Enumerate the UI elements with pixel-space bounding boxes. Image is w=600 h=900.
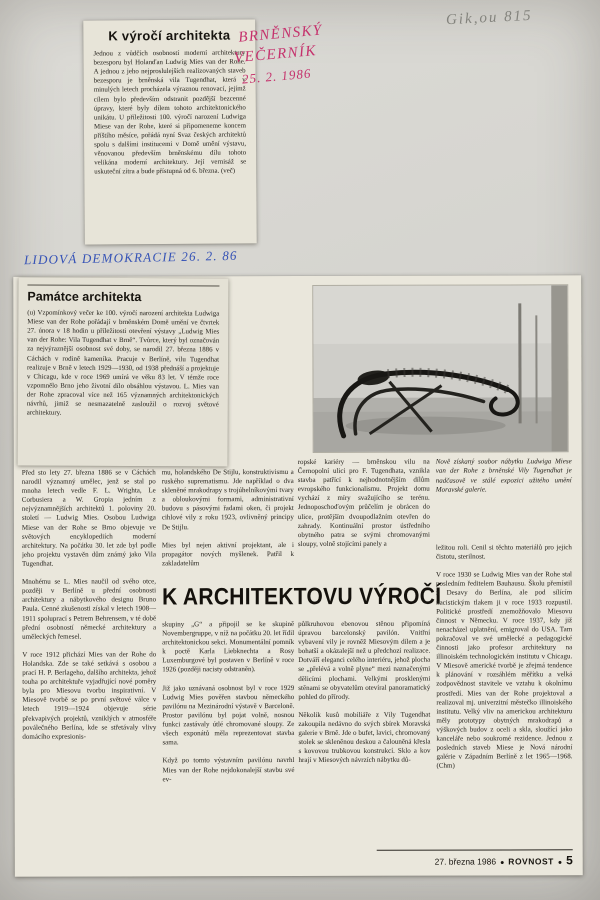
red-note-line2: VEČERNÍK	[233, 43, 318, 67]
clipping-anniversary	[83, 19, 257, 244]
article-column-1: Před sto lety 27. března 1886 se v Cáchách narodil významný umělec, jenž se stal po mnoha letech vedle F. L. Wrighta, Le Corbusiera a W. Gropia jedním z nejvýznamnějších architektů 1. poloviny 20. století — Ludwig Mies. Osobou Ludwiga Miese van der Rohe se Brno objevuje ve světových encyklopediích moderní architektury. Na počátku 30. let zde byl podle jeho projektu vystavěn dům známý jako Vila Tugendhat. Mnohému se L. Mies naučil od svého otce, později v Berlíně u přední osobnosti architektury a nábytkového designu Bruno Paula. Cenné zkušenosti získal v letech 1908—1911 spoluprací s Petrem Behrensem, v té době přední osobností německé architektury a uměleckých řemesel. V roce 1912 přichází Mies van der Rohe do Holandska. Zde se také setkává s osobou a prací H. P. Berlageho, dalšího architekta, jehož touha po architektuře vyjadřující nové poměry byla pro Miesovu tvorbu inspirativní. V Miesově tvorbě se po první světové válce v letech 1919—1924 objevuje série překvapivých projektů, vzniklých v atmosféře poválečného Berlína, kde se střetávaly vlivy domácího expresionis-	[21, 468, 157, 741]
chaise-photo-illustration	[313, 285, 567, 452]
footer-separator-icon: ●	[500, 859, 505, 867]
clipping-anniversary-body: Jednou z vůdčích osobností moderní architektury bezesporu byl Holanďan Ludwig Mies van der Rohe. A jednou z jeho nejproslulejších realizovaných staveb bezesporu je brněnská vila Tugendhat, která v minulých letech procházela výraznou renovací, jejímž cílem bylo především odstranit pozdější bezcenné úpravy, které byly dílem tohoto architektonického unikátu. U příležitosti 100. výročí narození Ludwiga Miese van der Rohe, které si připomeneme koncem příštího měsíce, pořádá nyní Svaz českých architektů spolu s dalšími institucemi v Domě umění výstavu, věnovanou především brněnskému dílu tohoto velikána moderní architektury. Její vernisáž se uskuteční zítra a bude přístupná od 6. března. (več)	[93, 49, 247, 176]
clipping-memorial	[18, 277, 229, 466]
article-column-2-bottom: skupiny „G“ a připojil se ke skupině Novembergruppe, v níž na počátku 20. let řídil architektonickou sekci. Monumentální pomník k poctě Karla Liebknechta a Rosy Luxemburgové byl postaven v Berlíně v roce 1926 (později nacisty odstraněn). Již jako uznávaná osobnost byl v roce 1929 Ludwig Mies pověřen stavbou německého pavilónu na Mezinárodní výstavě v Barceloně. Prostor pavilónu byl pojat volně, nosnou funkci zastávaly útlé chromované sloupy. Ze všech exponátů měla reprezentovat stavba sama. Když po tomto výstavním pavilónu navrhl Mies van der Rohe nejdokonalejší stavbu své ev-	[162, 620, 295, 783]
article-column-2-top: mu, holandského De Stijlu, konstruktivismu a ruského suprematismu. Jde například o dva skleněné mrakodrapy s trojúhelníkovými tvary a obloukovými formami, administrativní budovu s pásovými řadami oken, či projekt cihlové vily z roku 1923, ovlivněný principy De Stijlu. Mies byl nejen aktivní projektant, ale i propagátor nových myšlenek. Patřil k zakladatelům	[161, 468, 294, 568]
footer-paper-name: ROVNOST	[508, 856, 554, 867]
handwritten-archive-number: Gik,ou 815	[445, 7, 534, 29]
article-column-3-top: ropské kariéry — brněnskou vilu na Černopolní ulici pro F. Tugendhata, vznikla stavba patřící k nejhodnotnějším dílům evropského funkcionalismu. Projekt domu vychází z míry svažujícího se terénu. Jednoposchoďovým průčelím je obrácen do ulice, protějším dvoupodlažním otevřen do zahrady. Kontinuální prostor ústředního obytného patra se svými chromovanými sloupy, volně stojícími panely a	[297, 457, 430, 548]
footer-date: 27. března 1986	[434, 856, 497, 867]
clipping-memorial-body: (u) Vzpomínkový večer ke 100. výročí narození architekta Ludwiga Miese van der Rohe pořádají v brněnském Domě umění ve čtvrtek 27. února v 18 hodin u příležitosti otevření výstavy „Ludwig Mies van der Rohe: Vila Tugendhat v Brně“. Tvůrce, který byl označován za nejvýraznější osobnost své doby, se narodil 27. března 1886 v Cáchách v rodině kameníka. Pracuje v Berlíně, vilu Tugendhat realizuje v Brně v letech 1929—1930, od 1938 přednáší a projektuje v Chicagu, kde v roce 1969 umírá ve věku 83 let. V témže roce vzpomnělo Brno jeho životní dílo obsáhlou výstavou. L. Mies van der Rohe zpracoval více než 165 významných architektonických návrhů, jimiž se nesmazatelně zasloužil o rozvoj světové architektury.	[26, 309, 220, 417]
red-note-line1: BRNĚNSKÝ	[237, 22, 324, 46]
villa-tugendhat-chaise-photo	[313, 285, 567, 452]
article-column-4: ležitou roli. Cenil si těchto materiálů pro jejich čistotu, sterilnost. V roce 1930 se Ludwig Mies van der Rohe stal posledním ředitelem Bauhausu. Školu přemístil z Desavy do Berlína, ale pod sílícím nacistickým tlakem ji v roce 1933 rozpustil. Politické prostředí znemožňovalo Miesovu činnost v Německu. V roce 1937, kdy již nenacházel uplatnění, emigroval do USA. Tam pokračoval ve své umělecké a pedagogické činnosti jako profesor architektury na illinoiském technologickém institutu v Chicagu. V Miesově americké tvorbě je zřejmá tendence k plánování v rozsáhlém měřítku a velká zodpovědnost stavitele ve vztahu k okolnímu prostředí. Mies van der Rohe projektoval a realizoval mj. univerzitní městečko illinoiského institutu. Velký vliv na americkou architekturu měly prototypy obytných mrakodrapů a výškových budov z oceli a skla, sloužící jako kanceláře nebo soukromé rezidence. Jednou z posledních staveb Miese je Nová národní galérie v Západním Berlíně z let 1965—1968. (Chm)	[435, 543, 573, 770]
handwritten-source-red	[233, 20, 327, 87]
handwritten-source-blue: LIDOVÁ DEMOKRACIE 26. 2. 86	[23, 247, 238, 268]
photo-caption: Nově získaný soubor nábytku Ludwiga Miese van der Rohe z brněnské Vily Tugendhat je nadčasově ve stálé expozici užitého umění Moravské galerie.	[435, 457, 572, 494]
footer-page-number: 5	[566, 853, 573, 868]
clipping-memorial-headline: Památce architekta	[27, 284, 219, 304]
article-headline: K ARCHITEKTOVU VÝROČÍ	[162, 583, 442, 611]
clipping-anniversary-headline: K výročí architekta	[108, 27, 231, 44]
newspaper-footer	[377, 849, 573, 868]
footer-separator-icon: ●	[557, 859, 563, 867]
red-note-date: 25. 2. 1986	[241, 65, 312, 87]
article-column-3-bottom: půlkruhovou ebenovou stěnou připomíná úpravou barcelonský pavilón. Vnitřní vybavení vily je rovněž Miesovým dílem a je bohatší a okázalejší než u předchozí realizace. Dotváří eleganci celého interiéru, jehož plocha se „přelévá a volně plyne“ mezi naznačenými dělicími plochami. Velkými prosklenými stěnami se obyvatelům otevíral panoramatický pohled do přírody. Několik kusů mobiliáře z Vily Tugendhat zakoupila nedávno do svých sbírek Moravská galerie v Brně. Jde o bufet, lavici, chromovaný stolek se skleněnou deskou a čalouněná křesla s kovovou trubkovou konstrukcí. Sklo a kov hrají v Miesových návrzích nábytku dů-	[298, 619, 431, 765]
